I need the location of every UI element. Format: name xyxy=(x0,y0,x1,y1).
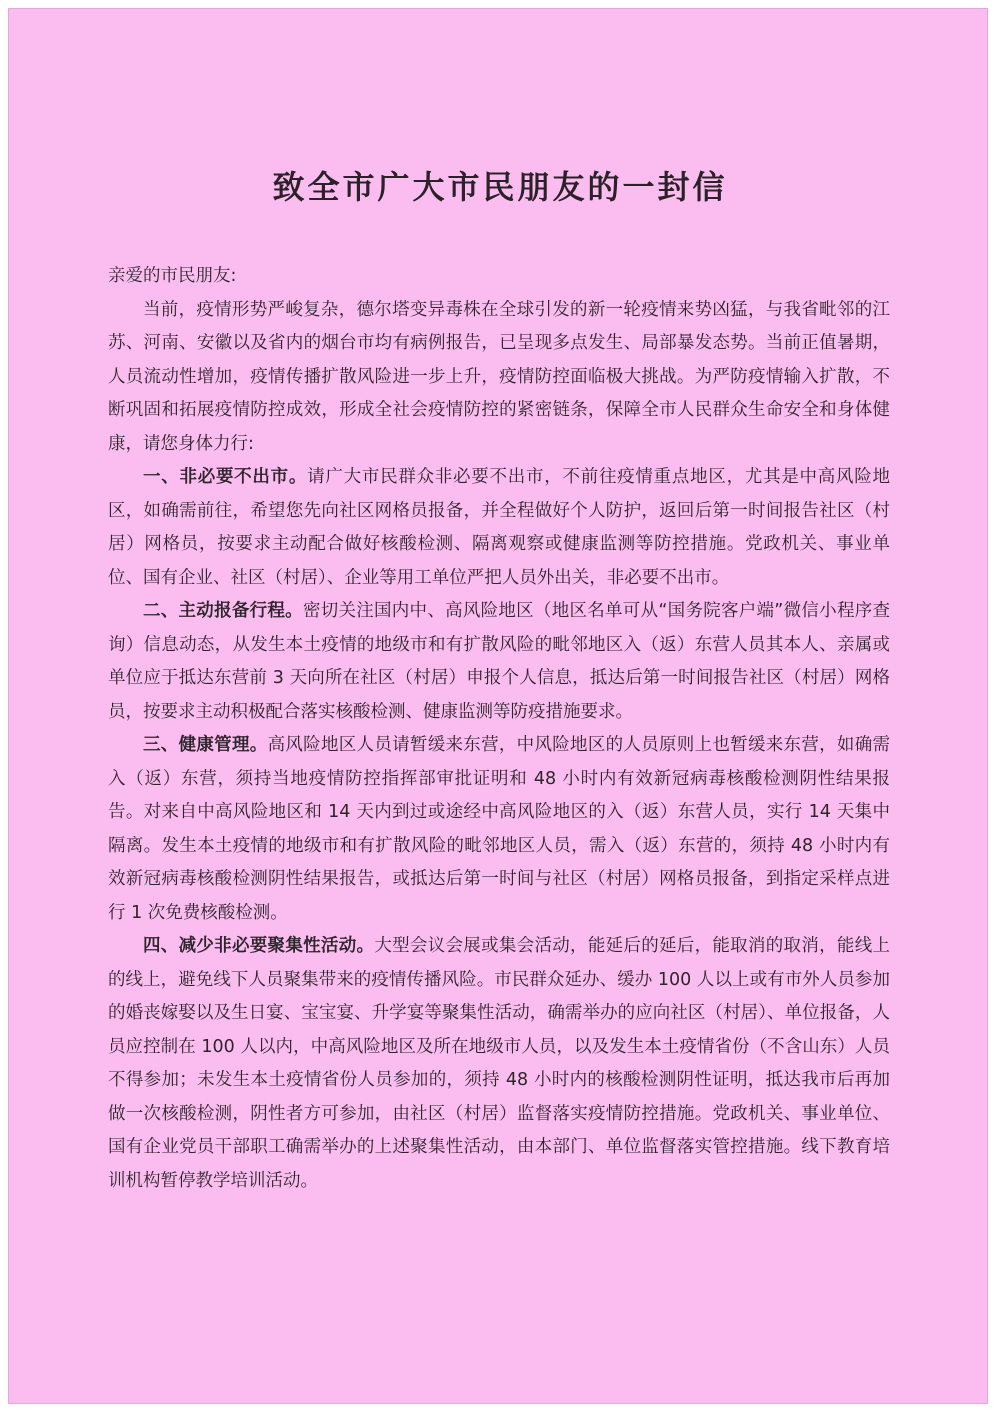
section-heading: 一、非必要不出市。 xyxy=(143,467,308,487)
section-text: 高风险地区人员请暂缓来东营，中风险地区的人员原则上也暂缓来东营，如确需入（返）东营，须持当地疫情防控指挥部审批证明和 48 小时内有效新冠病毒核酸检测阴性结果报告。对来自中高风险地区和 14 天内到过或途经中高风险地区的入（返）东营人员，实行 14 天集中隔离。发生本土疫情的地级市和有扩散风险的毗邻地区人员，需入（返）东营的，须持 48 小时内有效新冠病毒核酸检测阴性结果报告，或抵达后第一时间与社区（村居）网格员报备，到指定采样点进行 1 次免费核酸检测。 xyxy=(108,735,891,923)
section-text: 请广大市民群众非必要不出市，不前往疫情重点地区，尤其是中高风险地区，如确需前往，希望您先向社区网格员报备，并全程做好个人防护，返回后第一时间报告社区（村居）网格员，按要求主动配合做好核酸检测、隔离观察或健康监测等防控措施。党政机关、事业单位、国有企业、社区（村居）、企业等用工单位严把人员外出关，非必要不出市。 xyxy=(108,467,891,588)
salutation: 亲爱的市民朋友: xyxy=(108,266,237,286)
section-paragraph xyxy=(108,729,890,930)
section-paragraph xyxy=(108,930,890,1198)
section-text: 大型会议会展或集会活动，能延后的延后，能取消的取消，能线上的线上，避免线下人员聚集带来的疫情传播风险。市民群众延办、缓办 100 人以上或有市外人员参加的婚丧嫁娶以及生日宴、宝宝宴、升学宴等聚集性活动，确需举办的应向社区（村居）、单位报备，人员应控制在 100 人以内，中高风险地区及所在地级市人员，以及发生本土疫情省份（不含山东）人员不得参加；未发生本土疫情省份人员参加的，须持 48 小时内的核酸检测阴性证明，抵达我市后再加做一次核酸检测，阴性者方可参加，由社区（村居）监督落实疫情防控措施。党政机关、事业单位、国有企业党员干部职工确需举办的上述聚集性活动，由本部门、单位监督落实管控措施。线下教育培训机构暂停教学培训活动。 xyxy=(108,936,891,1191)
section-heading: 三、健康管理。 xyxy=(143,735,268,755)
letter-title: 致全市广大市民朋友的一封信 xyxy=(272,168,728,206)
letter-body xyxy=(108,260,890,1198)
intro-paragraph: 当前，疫情形势严峻复杂，德尔塔变异毒株在全球引发的新一轮疫情来势凶猛，与我省毗邻的江苏、河南、安徽以及省内的烟台市均有病例报告，已呈现多点发生、局部暴发态势。当前正值暑期，人员流动性增加，疫情传播扩散风险进一步上升，疫情防控面临极大挑战。为严防疫情输入扩散，不断巩固和拓展疫情防控成效，形成全社会疫情防控的紧密链条，保障全市人民群众生命安全和身体健康，请您身体力行: xyxy=(108,299,890,454)
section-heading: 四、减少非必要聚集性活动。 xyxy=(143,936,375,956)
section-paragraph xyxy=(108,595,890,729)
section-heading: 二、主动报备行程。 xyxy=(143,601,303,621)
section-paragraph xyxy=(108,461,890,595)
section-text: 密切关注国内中、高风险地区（地区名单可从“国务院客户端”微信小程序查询）信息动态，从发生本土疫情的地级市和有扩散风险的毗邻地区入（返）东营人员其本人、亲属或单位应于抵达东营前 3 天向所在社区（村居）申报个人信息，抵达后第一时间报告社区（村居）网格员，按要求主动积极配合落实核酸检测、健康监测等防疫措施要求。 xyxy=(108,601,890,722)
